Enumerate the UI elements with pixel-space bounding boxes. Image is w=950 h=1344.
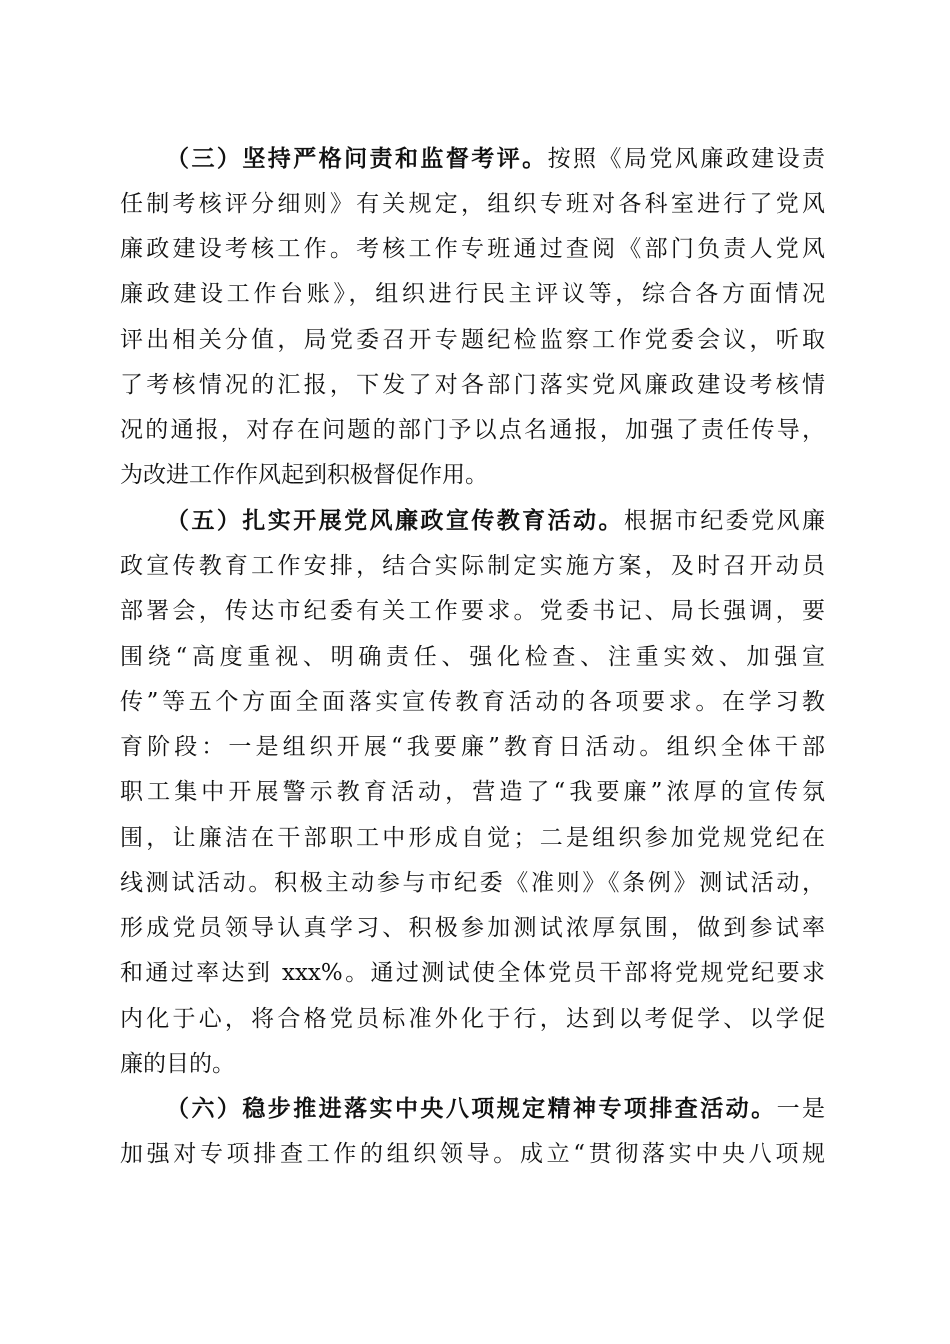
paragraph-1-line-2: 任制考核评分细则》有关规定，组织专班对各科室进行了党风 [120, 191, 825, 217]
paragraph-2-line-5: 传”等五个方面全面落实宣传教育活动的各项要求。在学习教 [120, 689, 825, 715]
paragraph-2-line-7: 职工集中开展警示教育活动，营造了“我要廉”浓厚的宣传氛 [120, 779, 825, 805]
paragraph-2-line-6: 育阶段：一是组织开展“我要廉”教育日活动。组织全体干部 [120, 734, 825, 760]
paragraph-2-line-8: 围，让廉洁在干部职工中形成自觉；二是组织参加党规党纪在 [120, 825, 825, 851]
paragraph-1-heading: （三）坚持严格问责和监督考评。 [166, 145, 548, 172]
paragraph-2-line-2: 政宣传教育工作安排，结合实际制定实施方案，及时召开动员 [120, 553, 825, 579]
paragraph-2-line-9: 线测试活动。积极主动参与市纪委《准则》《条例》测试活动， [120, 870, 825, 896]
paragraph-3-text: 一是 [776, 1096, 826, 1122]
paragraph-1-line-7: 况的通报，对存在问题的部门予以点名通报，加强了责任传导， [120, 417, 825, 443]
paragraph-1-line-3: 廉政建设考核工作。考核工作专班通过查阅《部门负责人党风 [120, 236, 825, 262]
paragraph-2-line-13: 廉的目的。 [120, 1051, 235, 1077]
paragraph-1-line-1 [166, 137, 825, 181]
paragraph-3-line-1 [166, 1087, 825, 1131]
paragraph-2-line-12: 内化于心，将合格党员标准外化于行，达到以考促学、以学促 [120, 1006, 825, 1032]
paragraph-2-heading: （五）扎实开展党风廉政宣传教育活动。 [166, 507, 624, 534]
paragraph-2-line-10: 形成党员领导认真学习、积极参加测试浓厚氛围，做到参试率 [120, 915, 825, 941]
paragraph-2-text: 根据市纪委党风廉 [623, 508, 826, 534]
paragraph-1-line-5: 评出相关分值，局党委召开专题纪检监察工作党委会议，听取 [120, 327, 825, 353]
paragraph-1-line-6: 了考核情况的汇报，下发了对各部门落实党风廉政建设考核情 [120, 372, 825, 398]
paragraph-3-line-2: 加强对专项排查工作的组织领导。成立“贯彻落实中央八项规 [120, 1141, 825, 1167]
paragraph-2-line-11: 和通过率达到 xxx%。通过测试使全体党员干部将党规党纪要求 [120, 960, 825, 986]
paragraph-3-heading: （六）稳步推进落实中央八项规定精神专项排查活动。 [166, 1095, 777, 1122]
paragraph-1-text: 按照《局党风廉政建设责 [547, 146, 826, 172]
paragraph-1-line-8: 为改进工作作风起到积极督促作用。 [120, 462, 488, 488]
paragraph-1-line-4: 廉政建设工作台账》，组织进行民主评议等，综合各方面情况 [120, 281, 825, 307]
paragraph-2-line-1 [166, 499, 825, 543]
paragraph-2-line-4: 围绕“高度重视、明确责任、强化检查、注重实效、加强宣 [120, 644, 825, 670]
paragraph-2-line-3: 部署会，传达市纪委有关工作要求。党委书记、局长强调，要 [120, 598, 825, 624]
